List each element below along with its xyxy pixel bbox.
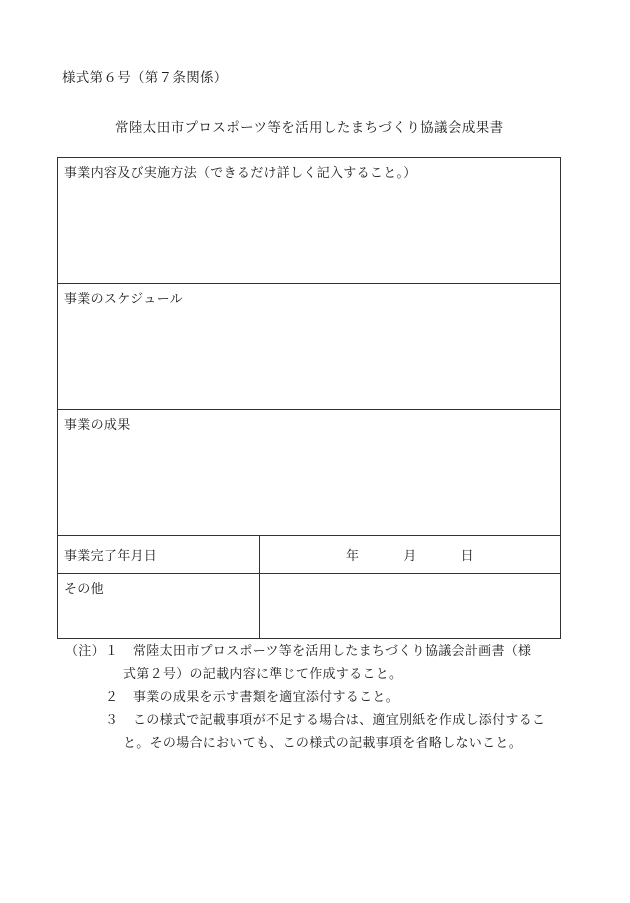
completion-label-cell	[58, 536, 260, 574]
note-item-3-continued	[65, 732, 577, 755]
note-text-1b: 式第２号）の記載内容に準じて作成すること。	[123, 667, 403, 682]
date-year-label: 年	[346, 549, 360, 564]
note-text-2: 事業の成果を示す書類を適宜添付すること。	[133, 690, 400, 705]
note-item-3	[65, 709, 577, 732]
note-text-1a: 常陸太田市プロスポーツ等を活用したまちづくり協議会計画書（様	[133, 644, 532, 659]
method-row	[58, 158, 561, 284]
result-row	[58, 410, 561, 536]
note-number-3: ３	[105, 713, 119, 728]
note-number-2: ２	[105, 690, 119, 705]
schedule-label: 事業のスケジュール	[64, 292, 183, 307]
method-cell[interactable]	[58, 158, 561, 284]
result-label: 事業の成果	[64, 418, 131, 433]
other-label: その他	[64, 582, 104, 597]
method-label: 事業内容及び実施方法（できるだけ詳しく記入すること。）	[64, 166, 417, 181]
document-title: 常陸太田市プロスポーツ等を活用したまちづくり協議会成果書	[115, 120, 504, 136]
result-cell[interactable]	[58, 410, 561, 536]
note-item-1	[65, 640, 577, 663]
note-item-2	[65, 686, 577, 709]
other-row	[58, 574, 561, 639]
completion-date-cell[interactable]	[260, 536, 561, 574]
completion-row	[58, 536, 561, 574]
note-text-3b: と。その場合においても、この様式の記載事項を省略しないこと。	[123, 736, 523, 751]
schedule-cell[interactable]	[58, 284, 561, 410]
note-text-3a: この様式で記載事項が不足する場合は、適宜別紙を作成し添付するこ	[133, 713, 546, 728]
notes-prefix: （注）	[65, 644, 105, 659]
report-table	[57, 157, 561, 639]
form-number: 様式第６号（第７条関係）	[62, 70, 228, 86]
date-day-label: 日	[460, 549, 474, 564]
notes-section	[65, 640, 577, 755]
completion-label: 事業完了年月日	[64, 549, 158, 564]
date-month-label: 月	[403, 549, 417, 564]
other-label-cell	[58, 574, 260, 639]
note-number-1: １	[105, 644, 119, 659]
schedule-row	[58, 284, 561, 410]
other-value-cell[interactable]	[260, 574, 561, 639]
note-item-1-continued	[65, 663, 577, 686]
